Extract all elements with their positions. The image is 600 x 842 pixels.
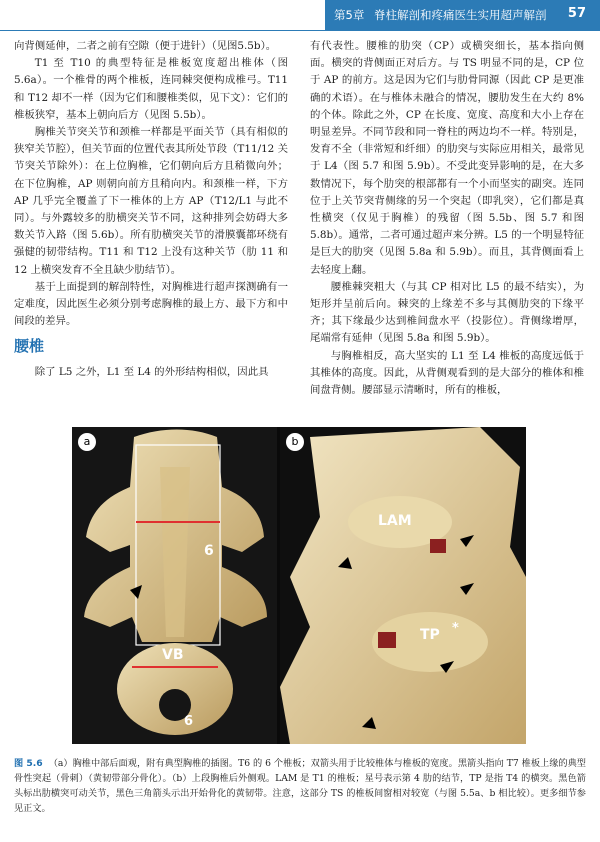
paragraph: 向背侧延伸，二者之前有空隙（便于进针）（见图5.5b）。	[14, 40, 277, 52]
ligament-mark	[378, 632, 396, 648]
page-number: 57	[567, 6, 586, 21]
chapter-title: 脊柱解剖和疼痛医生实用超声解剖	[373, 8, 547, 22]
left-column	[14, 38, 288, 382]
paragraph: 胸椎关节突关节和颈椎一样都是平面关节（具有相似的狭窄关节腔），但关节面的位置代表其所处节段（T11/12 关节突关节除外）：在上位胸椎，它们朝向后方且稍微向外；在下位胸椎，AP 则朝向前方且稍向内。和颈椎一样，下方 AP 几乎完全覆盖了下一椎体的上方 AP（T12/L1 与此不同）。与外露较多的肋横突关节不同，这种排列会妨碍大多数关节入路（图 5.6b）。所有肋横突关节的滑膜囊都环绕有强健的韧带结构。T11 和 T12 上没有这种关节（肋 11 和 12 上横突发育不全且缺少肋结节）。	[14, 126, 288, 276]
tubercle-star: *	[452, 621, 459, 636]
figure-panel-a	[72, 427, 277, 744]
panel-b-label: b	[286, 433, 304, 451]
spine-posterior-photo	[72, 427, 277, 744]
header-rule	[0, 30, 600, 31]
paragraph: 腰椎棘突粗大（与其 CP 相对比 L5 的最不结实），为矩形并呈前后向。棘突的上缘差不多与其侧肋突的下缘平齐；其下缘最少达到椎间盘水平（投影位）。背侧缘增厚，尾端常有延伸（见图 5.8a 和图 5.9b）。	[310, 280, 584, 345]
caption-number: 图 5.6	[14, 758, 43, 769]
paragraph: 与胸椎相反，高大坚实的 L1 至 L4 椎板的高度远低于其椎体的高度。因此，从背侧观看到的是大部分的椎体和椎间盘背侧。腰部显示清晰时，所有的椎板，	[310, 349, 584, 397]
lam-label: LAM	[378, 513, 412, 529]
figure-panel-b	[280, 427, 526, 744]
paragraph: 除了 L5 之外，L1 至 L4 的外形结构相似，因此具	[34, 366, 269, 379]
ligament-mark	[430, 539, 446, 553]
page-header	[0, 0, 600, 30]
vb-label: VB	[162, 647, 184, 663]
figure-5-6	[72, 427, 526, 744]
section-heading: 腰椎	[14, 337, 45, 356]
vertebra-label-top: 6	[204, 543, 214, 559]
caption-text: （a）胸椎中部后面观，附有典型胸椎的插图。T6 的 6 个椎板；双箭头用于比较椎体与椎板的宽度。黑箭头指向 T7 椎板上缘的典型骨性突起（骨刺）（黄韧带部分骨化）。（b）上段胸椎后外侧观。LAM 是 T1 的椎板；星号表示第 4 肋的结节，TP 是指 T4 的横突。黑色箭头标出肋横突可动关节，黑色三角箭头示出开始骨化的黄韧带。注意，这部分 TS 的椎板间窗相对较宽（与图 5.5a、b 相比较）。更多细节参见正文。	[14, 758, 586, 814]
header-spacer	[0, 0, 325, 30]
panel-a-label: a	[78, 433, 96, 451]
paragraph: 有代表性。腰椎的肋突（CP）或横突细长，基本指向侧面。横突的背侧面正对后方。与 TS 明显不同的是，CP 位于 AP 的前方。这是因为它们与肋骨同源（因此 CP 是更准确的术语）。在与椎体未融合的情况，腰肋发生在大约 8% 的个体。除此之外，CP 在长度、宽度、高度和大小上存在明显差异。不同节段和同一脊柱的两边均不一样。特别是，发育不全（非常短和纤细）的肋突与实际应用相关，最常见于 L4（图 5.7 和图 5.9b）。不受此变异影响的是，在大多数情况下，每个肋突的根部都有一个小而坚实的副突。连同位于上关节突背侧缘的另一个突起（即乳突），它们都是真性横突（仅见于胸椎）的残留（图 5.5b、图 5.7 和图 5.8b）。通常，二者可通过超声来分辨。L5 的一个明显特征是巨大的肋突（见图 5.8a 和 5.9b）。而且，其背侧面看上去轻度上翻。	[310, 40, 584, 276]
thoracic-spine-shape	[280, 427, 526, 744]
vertebra-label-bottom: 6	[184, 714, 194, 729]
chapter-label: 第5章	[334, 8, 365, 22]
tp-label: TP	[420, 627, 440, 643]
paragraph: T1 至 T10 的典型特征是椎板宽度超出椎体（图 5.6a）。一个椎骨的两个椎板，连同棘突便构成椎弓。T11 和 T12 却不一样（因为它们和腰椎类似，见下文）：它们的椎板狭窄，基本上朝向后方（见图 5.5b）。	[14, 57, 288, 121]
running-head	[334, 7, 546, 23]
spine-posterolateral-photo	[280, 427, 526, 744]
paragraph: 基于上面提到的解剖特性，对胸椎进行超声探测确有一定难度，因此医生必须分别考虑胸椎的最上方、最下方和中间段的差异。	[14, 280, 288, 328]
figure-caption	[14, 756, 586, 816]
right-column	[310, 38, 584, 399]
